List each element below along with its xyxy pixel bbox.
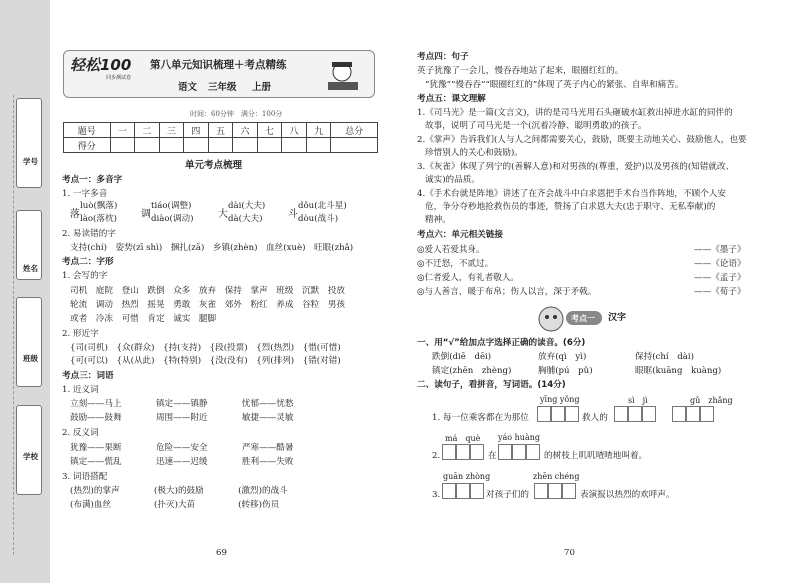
write-row: 轮流 调动 热烈 摇晃 勇敢 灰雀 郊外 粉红 养成 谷粒 男孩 bbox=[70, 300, 346, 310]
similar-row: {可(可以) {从(从此) {特(特别) {没(没有) {列(排列) {错(对错) bbox=[70, 356, 341, 366]
mascot-icon bbox=[536, 305, 570, 333]
score-cell[interactable] bbox=[331, 138, 378, 153]
poly-reading: lào(落枕) bbox=[80, 214, 117, 224]
poly-char: 落 bbox=[70, 209, 80, 220]
write-box[interactable] bbox=[442, 483, 484, 499]
score-head: 四 bbox=[184, 123, 209, 138]
score-cell[interactable] bbox=[110, 138, 135, 153]
poly-reading: tiáo(调整) bbox=[151, 201, 192, 211]
score-cell[interactable] bbox=[233, 138, 258, 153]
name-box[interactable]: 姓名 bbox=[16, 210, 42, 280]
page-number-left: 69 bbox=[216, 548, 227, 558]
score-head: 五 bbox=[208, 123, 233, 138]
student-id-box[interactable]: 学号 bbox=[16, 98, 42, 188]
score-cell[interactable] bbox=[135, 138, 160, 153]
write-box[interactable] bbox=[672, 406, 714, 422]
q1-heading: 一、用“√”给加点字选择正确的读音。(6分) bbox=[417, 338, 586, 348]
k5-line: 诚实)的品质。 bbox=[425, 175, 480, 185]
quote-text: ◎不迁怒，不贰过。 bbox=[417, 259, 494, 269]
write-row: 或者 冷冻 可惜 肯定 诚实 腿脚 bbox=[70, 314, 217, 324]
pinyin: guān zhòng bbox=[443, 472, 491, 481]
k4-line: 英子犹豫了一会儿，慢吞吞地站了起来，眼圈红红的。 bbox=[417, 66, 624, 76]
score-head: 总分 bbox=[331, 123, 378, 138]
sentence-text: 救人的 bbox=[582, 413, 608, 423]
badge-text: 考点一 bbox=[571, 314, 595, 323]
k3-heading: 考点三：词语 bbox=[62, 371, 114, 381]
k5-line: 1.《司马光》是一篇(文言文)，讲的是司马光用石头砸破水缸救出掉进水缸的同伴的 bbox=[417, 108, 733, 118]
logo-sub: 同步测试卷 bbox=[106, 75, 132, 81]
syn-row: 鼓励——鼓舞 周围——附近 敏捷——灵敏 bbox=[70, 413, 294, 423]
pinyin: sì jì bbox=[628, 396, 648, 405]
score-head: 一 bbox=[110, 123, 135, 138]
score-cell[interactable] bbox=[282, 138, 307, 153]
poly-char: 调 bbox=[141, 209, 151, 220]
poly-reading: dǒu(北斗星) bbox=[298, 201, 347, 211]
q1-item[interactable]: 放弃(qì yì) bbox=[538, 352, 587, 362]
pinyin: yáo huàng bbox=[498, 433, 540, 442]
badge-title: 汉字 bbox=[608, 313, 627, 323]
k5-line: 4.《手术台就是阵地》讲述了在齐会战斗中白求恩把手术台当作阵地，不顾个人安 bbox=[417, 189, 726, 199]
sentence-text: 2. bbox=[432, 451, 441, 461]
score-head: 七 bbox=[257, 123, 282, 138]
poly-reading: dòu(战斗) bbox=[298, 214, 339, 224]
quote-source: ——《墨子》 bbox=[694, 245, 746, 255]
pinyin: zhēn chéng bbox=[533, 472, 580, 481]
sentence-text: 的树枝上叽叽喳喳地叫着。 bbox=[544, 451, 648, 461]
poly-char: 斗 bbox=[288, 209, 298, 220]
sentence-text: 表演报以热烈的欢呼声。 bbox=[580, 490, 675, 500]
k1-1: 1. 一字多音 bbox=[62, 189, 108, 199]
school-box[interactable]: 学校 bbox=[16, 405, 42, 495]
k1-2: 2. 易读错的字 bbox=[62, 229, 116, 239]
quote-text: ◎爱人若爱其身。 bbox=[417, 245, 485, 255]
poly-reading: luò(飘落) bbox=[80, 201, 118, 211]
k2-heading: 考点二：字形 bbox=[62, 257, 114, 267]
subject: 语文 bbox=[178, 82, 198, 93]
quote-text: ◎与人善言，暖于布帛；伤人以言，深于矛戟。 bbox=[417, 287, 597, 297]
time-score: 时间：60分钟 满分：100分 bbox=[190, 110, 283, 118]
sentence-text: 在 bbox=[488, 451, 497, 461]
score-label: 得分 bbox=[64, 138, 111, 153]
write-row: 司机 庭院 登山 跌倒 众多 放弃 保持 掌声 班级 沉默 投放 bbox=[70, 286, 346, 296]
page-number-right: 70 bbox=[564, 548, 575, 558]
quote-source: ——《荀子》 bbox=[694, 287, 746, 297]
k5-line: 危，争分夺秒地抢救伤员的事迹，赞扬了白求恩大夫(忠于职守、无私奉献)的 bbox=[425, 202, 716, 212]
k5-line: 3.《灰雀》体现了列宁的(善解人意)和对男孩的(尊重，爱护)以及男孩的(知错就改、 bbox=[417, 162, 735, 172]
k2-1: 1. 会写的字 bbox=[62, 271, 108, 281]
k5-line: 故事，说明了司马光是一个(沉着冷静、聪明勇敢)的孩子。 bbox=[425, 121, 647, 131]
sentence-text: 3. bbox=[432, 490, 441, 500]
k5-line: 精神。 bbox=[425, 215, 451, 225]
ant-row: 犹豫——果断 危险——安全 严寒——酷暑 bbox=[70, 443, 294, 453]
q1-item[interactable]: 胸脯(pú pǔ) bbox=[538, 366, 593, 376]
cut-line bbox=[13, 95, 14, 555]
score-head: 八 bbox=[282, 123, 307, 138]
k2-2: 2. 形近字 bbox=[62, 329, 99, 339]
poly-char: 大 bbox=[218, 209, 228, 220]
col-row: (布满)血丝 (扑灭)大苗 (转移)伤员 bbox=[70, 500, 280, 510]
k3-3: 3. 词语搭配 bbox=[62, 472, 108, 482]
k6-heading: 考点六：单元相关链接 bbox=[417, 230, 503, 240]
score-cell[interactable] bbox=[184, 138, 209, 153]
q2-heading: 二、读句子，看拼音，写词语。(14分) bbox=[417, 380, 566, 390]
page-title: 第八单元知识梳理＋考点精练 bbox=[150, 59, 287, 71]
q1-item[interactable]: 跌倒(diē dēi) bbox=[432, 352, 492, 362]
q1-item[interactable]: 眼眶(kuāng kuàng) bbox=[635, 366, 722, 376]
write-box[interactable] bbox=[498, 444, 540, 460]
poly-reading: dà(大夫) bbox=[228, 214, 263, 224]
score-head: 六 bbox=[233, 123, 258, 138]
k4-heading: 考点四：句子 bbox=[417, 52, 469, 62]
q1-item[interactable]: 保持(chí dài) bbox=[635, 352, 694, 362]
easy-words: 支持(chí) 姿势(zī shì) 捆扎(zā) 乡镇(zhèn) 血丝(xuè) 旺眼(zhǎ) bbox=[70, 243, 354, 253]
poly-reading: diào(调动) bbox=[151, 214, 194, 224]
write-box[interactable] bbox=[534, 483, 576, 499]
k5-heading: 考点五：课文理解 bbox=[417, 94, 486, 104]
k4-line: “犹豫”“慢吞吞”“眼圈红红的”体现了英子内心的紧张、自卑和痛苦。 bbox=[425, 80, 684, 90]
score-head: 三 bbox=[159, 123, 184, 138]
ant-row: 镇定——慌乱 迅速——迟缓 胜利——失败 bbox=[70, 457, 294, 467]
score-cell[interactable] bbox=[306, 138, 331, 153]
score-cell[interactable] bbox=[257, 138, 282, 153]
class-box[interactable]: 班级 bbox=[16, 297, 42, 387]
grade: 三年级 bbox=[208, 82, 237, 93]
k1-heading: 考点一：多音字 bbox=[62, 175, 123, 185]
quote-text: ◎仁者爱人，有礼者敬人。 bbox=[417, 273, 520, 283]
syn-row: 立刻——马上 镇定——镇静 忧郁——忧愁 bbox=[70, 399, 294, 409]
sentence-text: 对孩子们的 bbox=[486, 490, 529, 500]
pinyin: gǔ zhǎng bbox=[690, 396, 733, 405]
write-box[interactable] bbox=[537, 406, 579, 422]
k3-2: 2. 反义词 bbox=[62, 428, 99, 438]
write-box[interactable] bbox=[614, 406, 656, 422]
k5-line: 珍惜别人的关心和鼓励)。 bbox=[425, 148, 523, 158]
binding-sidebar bbox=[0, 0, 50, 583]
pinyin: yīng yǒng bbox=[540, 395, 580, 404]
score-head: 二 bbox=[135, 123, 160, 138]
score-table bbox=[63, 122, 378, 153]
score-head: 九 bbox=[306, 123, 331, 138]
quote-source: ——《孟子》 bbox=[694, 273, 746, 283]
score-cell[interactable] bbox=[208, 138, 233, 153]
sentence-text: 1. 每一位乘客都在为那位 bbox=[432, 413, 529, 423]
logo: 轻松100 bbox=[70, 56, 132, 74]
q1-item[interactable]: 镇定(zhēn zhèng) bbox=[432, 366, 512, 376]
volume: 上册 bbox=[252, 82, 272, 93]
poly-reading: dài(大夫) bbox=[228, 201, 266, 211]
k5-line: 2.《掌声》告诉我们(人与人之间都需要关心，鼓励，既要主动地关心、鼓励他人，也要 bbox=[417, 135, 747, 145]
write-box[interactable] bbox=[442, 444, 484, 460]
pinyin: má què bbox=[445, 434, 481, 443]
quote-source: ——《论语》 bbox=[694, 259, 746, 269]
score-head: 题号 bbox=[64, 123, 111, 138]
section-title: 单元考点梳理 bbox=[185, 160, 243, 171]
k3-1: 1. 近义词 bbox=[62, 385, 99, 395]
score-cell[interactable] bbox=[159, 138, 184, 153]
col-row: (热烈)的掌声 (极大)的鼓励 (激烈)的战斗 bbox=[70, 486, 288, 496]
similar-row: {司(司机) {众(群众) {持(支持) {段(投票) {烈(热烈) {惜(可惜) bbox=[70, 343, 341, 353]
cartoon-student-icon bbox=[318, 58, 370, 94]
